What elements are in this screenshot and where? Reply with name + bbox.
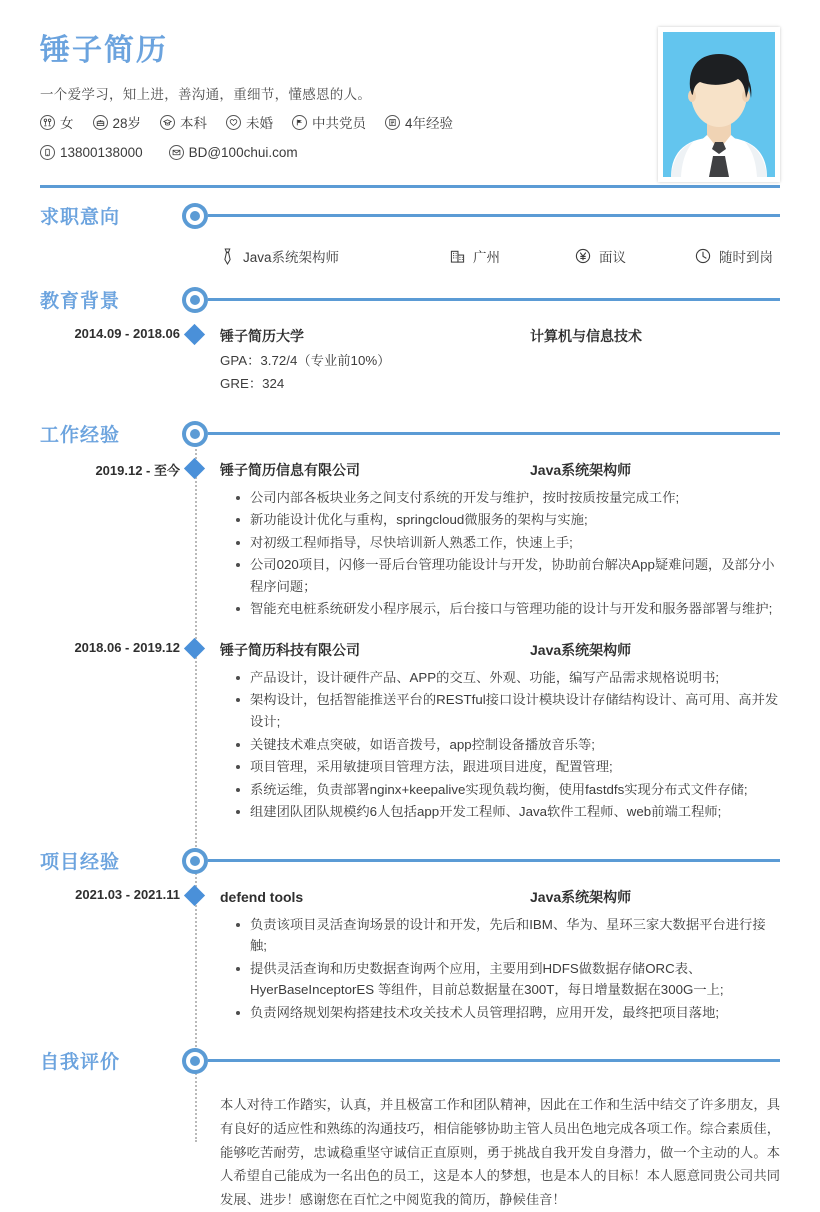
section-header-intention (40, 200, 780, 242)
section-projects (40, 845, 780, 1024)
timeline-ring-icon (182, 203, 208, 229)
section-work (40, 418, 780, 823)
fact-gender (40, 112, 74, 132)
list-item: 负责该项目灵活查询场景的设计和开发，先后和IBM、华为、星环三家大数据平台进行接触; (236, 914, 780, 957)
section-education (40, 284, 780, 396)
fact-marital (226, 112, 273, 132)
work-date: 2018.06 - 2019.12 (74, 639, 180, 655)
education-heading (220, 326, 780, 346)
gender-icon (40, 115, 55, 130)
project-bullets (220, 914, 780, 1024)
fact-party-label: 中共党员 (312, 116, 367, 131)
work-role: Java系统架构师 (530, 461, 632, 478)
header-divider (40, 185, 780, 188)
timeline-ring-icon (182, 1048, 208, 1074)
timeline-diamond-icon (184, 885, 205, 906)
section-title-education: 教育背景 (40, 291, 121, 312)
candidate-name: 锤子简历 (40, 34, 168, 67)
evaluation-text: 本人对待工作踏实，认真，并且极富工作和团队精神，因此在工作和生活中结交了许多朋友，具有良好的适应性和熟练的沟通技巧，相信能够协助主管人员出色地完成各项工作。综合素质佳，能够吃苦耐劳，忠诚稳重坚守诚信正直原则，勇于挑战自我开发自身潜力，做一个主动的人。本人希望自己能成为一名出色的员工，这是本人的梦想，也是本人的目标！本人愿意同贵公司共同发展、进步！感谢您在百忙之中阅览我的简历，静候佳音！ (220, 1097, 780, 1207)
timeline-ring-icon (182, 421, 208, 447)
work-bullets (220, 667, 780, 823)
section-title-evaluation: 自我评价 (40, 1052, 121, 1074)
fact-experience (385, 112, 453, 132)
education-entry (40, 326, 780, 396)
candidate-tagline: 一个爱学习，知上进，善沟通，重细节，懂感恩的人。 (40, 87, 372, 102)
work-heading (220, 640, 780, 660)
birthday-cake-icon (93, 115, 108, 130)
marital-status-icon (226, 115, 241, 130)
city-icon (450, 248, 465, 264)
list-item: 关键技术难点突破，如语音拨号，app控制设备播放音乐等; (236, 734, 780, 756)
section-header-projects (40, 845, 780, 887)
intention-city-label: 广州 (473, 250, 500, 265)
section-header-work (40, 418, 780, 460)
fact-age (93, 112, 142, 132)
list-item: 产品设计，设计硬件产品、APP的交互、外观、功能，编写产品需求规格说明书; (236, 667, 780, 689)
section-title-work: 工作经验 (40, 424, 121, 446)
list-item: 新功能设计优化与重构，springcloud微服务的架构与实施; (236, 509, 780, 531)
section-evaluation (40, 1045, 780, 1211)
list-item: 公司内部各板块业务之间支付系统的开发与维护，按时按质按量完成工作; (236, 487, 780, 509)
fact-experience-label: 4年经验 (405, 116, 454, 131)
list-item: 公司020项目，闪修一哥后台管理功能设计与开发，协助前台解决App疑难问题，及部分小程序问题； (236, 554, 780, 597)
list-item: 系统运维，负责部署nginx+keepalive实现负载均衡，使用fastdfs实现分布式文件存储; (236, 779, 780, 801)
list-item: 架构设计，包括智能推送平台的RESTful接口设计模块设计存储结构设计、高可用、高并发设计; (236, 689, 780, 732)
fact-gender-label: 女 (60, 116, 74, 131)
intention-position (220, 246, 450, 266)
education-major: 计算机与信息技术 (530, 328, 642, 344)
list-item: 负责网络规划架构搭建技术攻关技术人员管理招聘，应用开发，最终把项目落地; (236, 1002, 780, 1024)
education-details (220, 350, 780, 396)
section-divider (208, 859, 780, 862)
project-role: Java系统架构师 (530, 888, 632, 905)
list-item: 提供灵活查询和历史数据查询两个应用，主要用到HDFS做数据存储ORC表、HyerBaseInceptorES 等组件，目前总数据量在300T，每日增量数据在300G一上; (236, 958, 780, 1001)
education-detail-line: GRE：324 (220, 375, 285, 391)
project-entry (40, 887, 780, 1024)
section-divider (208, 1059, 780, 1062)
email-icon (169, 145, 184, 160)
project-heading (220, 887, 780, 907)
contact-email-label: BD@100chui.com (188, 145, 298, 160)
avatar-illustration (663, 32, 775, 177)
phone-icon (40, 145, 55, 160)
fact-marital-label: 未婚 (246, 116, 274, 131)
avatar (658, 27, 780, 182)
list-item: 项目管理，采用敏捷项目管理方法，跟进项目进度，配置管理; (236, 756, 780, 778)
section-header-education (40, 284, 780, 326)
contact-phone-label: 13800138000 (60, 145, 143, 160)
contact-email[interactable] (169, 145, 298, 160)
education-date: 2014.09 - 2018.06 (74, 326, 180, 341)
intention-salary-label: 面议 (599, 250, 626, 265)
section-header-evaluation (40, 1045, 780, 1087)
education-detail-line: GPA：3.72/4（专业前10%） (220, 353, 391, 368)
work-company: 锤子简历信息有限公司 (220, 461, 360, 478)
project-date: 2021.03 - 2021.11 (75, 886, 180, 902)
section-title-intention: 求职意向 (40, 207, 121, 228)
work-role: Java系统架构师 (530, 641, 632, 658)
work-company: 锤子简历科技有限公司 (220, 641, 360, 658)
section-divider (208, 214, 780, 217)
graduation-cap-icon (160, 115, 175, 130)
project-name: defend tools (220, 888, 304, 905)
clock-icon (695, 248, 711, 264)
fact-education-label: 本科 (180, 116, 208, 131)
work-entry (40, 460, 780, 620)
timeline-diamond-icon (184, 458, 205, 479)
resume-body (0, 200, 820, 1212)
intention-availability-label: 随时到岗 (719, 250, 773, 265)
intention-row (40, 242, 780, 266)
timeline-ring-icon (182, 848, 208, 874)
work-date: 2019.12 - 至今 (95, 462, 180, 478)
list-item: 智能充电桩系统研发小程序展示，后台接口与管理功能的设计与开发和服务器部署与维护; (236, 598, 780, 620)
fact-age-label: 28岁 (112, 116, 142, 131)
timeline-diamond-icon (184, 638, 205, 659)
evaluation-body (40, 1087, 780, 1211)
section-intention (40, 200, 780, 266)
section-divider (208, 432, 780, 435)
resume-header (0, 0, 820, 200)
section-title-projects: 项目经验 (40, 851, 121, 873)
timeline-ring-icon (182, 287, 208, 313)
tie-icon (220, 248, 235, 265)
section-divider (208, 298, 780, 301)
contact-phone[interactable] (40, 145, 143, 160)
party-member-icon (292, 115, 307, 130)
list-item: 对初级工程师指导，尽快培训新人熟悉工作，快速上手; (236, 532, 780, 554)
work-entry (40, 640, 780, 823)
intention-salary (575, 246, 695, 266)
experience-icon (385, 115, 400, 130)
work-bullets (220, 487, 780, 620)
fact-party (292, 112, 366, 132)
fact-education (160, 112, 207, 132)
timeline-diamond-icon (184, 324, 205, 345)
salary-icon (575, 248, 591, 264)
work-heading (220, 460, 780, 480)
intention-city (450, 246, 575, 266)
intention-availability (695, 246, 773, 266)
intention-position-label: Java系统架构师 (243, 250, 340, 265)
list-item: 组建团队团队规模约6人包括app开发工程师、Java软件工程师、web前端工程师; (236, 801, 780, 823)
education-school: 锤子简历大学 (220, 328, 304, 344)
